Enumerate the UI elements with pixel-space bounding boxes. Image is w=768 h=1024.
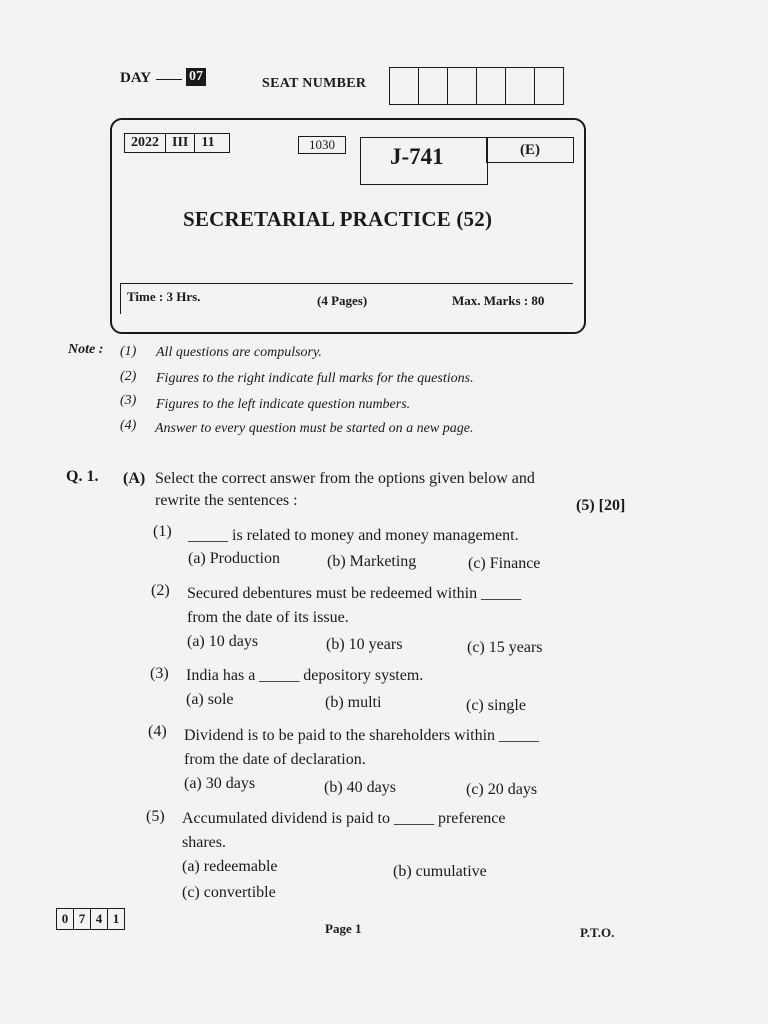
item-text: from the date of its issue. <box>187 609 349 626</box>
exam-code-group <box>124 133 230 153</box>
item-text: _____ is related to money and money management. <box>188 527 519 544</box>
item-number: (3) <box>150 665 169 682</box>
question-part: (A) <box>123 470 146 487</box>
option: (c) convertible <box>182 884 276 901</box>
seat-box <box>477 68 506 104</box>
seat-box <box>506 68 535 104</box>
exam-code-3: 11 <box>201 135 215 150</box>
question-instruction: Select the correct answer from the options given below and <box>155 470 535 487</box>
note-text: Answer to every question must be started on a new page. <box>155 421 474 436</box>
footer-code-digit: 4 <box>91 909 108 929</box>
seat-box <box>448 68 477 104</box>
note-text: All questions are compulsory. <box>156 345 322 360</box>
item-number: (4) <box>148 723 167 740</box>
day-number: 07 <box>186 68 206 86</box>
item-number: (2) <box>151 582 170 599</box>
exam-code-2: III <box>166 134 195 152</box>
pages-label: (4 Pages) <box>317 293 368 308</box>
seat-box <box>535 68 563 104</box>
item-text: India has a _____ depository system. <box>186 667 424 684</box>
note-label: Note : <box>68 342 104 357</box>
medium-label: (E) <box>486 137 574 163</box>
footer-code-digit: 0 <box>57 909 74 929</box>
question-instruction: rewrite the sentences : <box>155 492 298 509</box>
center-code: 1030 <box>298 136 346 154</box>
option: (b) cumulative <box>393 863 487 880</box>
item-number: (5) <box>146 808 165 825</box>
item-text: shares. <box>182 834 226 851</box>
exam-year: 2022 <box>125 134 166 152</box>
note-number: (2) <box>120 369 137 384</box>
day-divider <box>156 79 182 80</box>
question-marks: (5) [20] <box>576 497 626 514</box>
item-text: Accumulated dividend is paid to _____ preference <box>182 810 506 827</box>
option: (c) 15 years <box>467 639 543 656</box>
item-number: (1) <box>153 523 172 540</box>
item-text: Dividend is to be paid to the shareholders within _____ <box>184 727 540 744</box>
time-label: Time : 3 Hrs. <box>127 289 201 304</box>
item-text: from the date of declaration. <box>184 751 366 768</box>
subject-title: SECRETARIAL PRACTICE (52) <box>183 207 493 231</box>
option: (a) 30 days <box>184 775 256 792</box>
option: (a) Production <box>188 550 280 567</box>
page-number: Page 1 <box>325 921 362 936</box>
max-marks-label: Max. Marks : 80 <box>452 293 545 308</box>
note-number: (3) <box>120 393 137 408</box>
option: (c) 20 days <box>466 781 538 798</box>
question-number: Q. 1. <box>66 468 99 485</box>
option: (a) sole <box>186 691 234 708</box>
option: (b) multi <box>325 694 382 711</box>
note-text: Figures to the left indicate question numbers. <box>156 397 411 412</box>
option: (c) single <box>466 697 526 714</box>
option: (b) Marketing <box>327 553 417 570</box>
seat-number-label: SEAT NUMBER <box>262 76 367 91</box>
footer-code-boxes <box>56 908 125 930</box>
footer-code-digit: 7 <box>74 909 91 929</box>
pto-label: P.T.O. <box>580 925 615 940</box>
seat-box <box>390 68 419 104</box>
option: (b) 40 days <box>324 779 396 796</box>
option: (a) 10 days <box>187 633 259 650</box>
seat-number-boxes <box>389 67 564 105</box>
note-text: Figures to the right indicate full marks for the questions. <box>156 371 474 386</box>
item-text: Secured debentures must be redeemed within _____ <box>187 585 522 602</box>
paper-code: J-741 <box>390 144 444 169</box>
seat-box <box>419 68 448 104</box>
option: (b) 10 years <box>326 636 403 653</box>
note-number: (1) <box>120 344 137 359</box>
note-number: (4) <box>120 418 137 433</box>
option: (c) Finance <box>468 555 541 572</box>
option: (a) redeemable <box>182 858 278 875</box>
day-label: DAY <box>120 70 152 86</box>
footer-code-digit: 1 <box>112 911 120 926</box>
